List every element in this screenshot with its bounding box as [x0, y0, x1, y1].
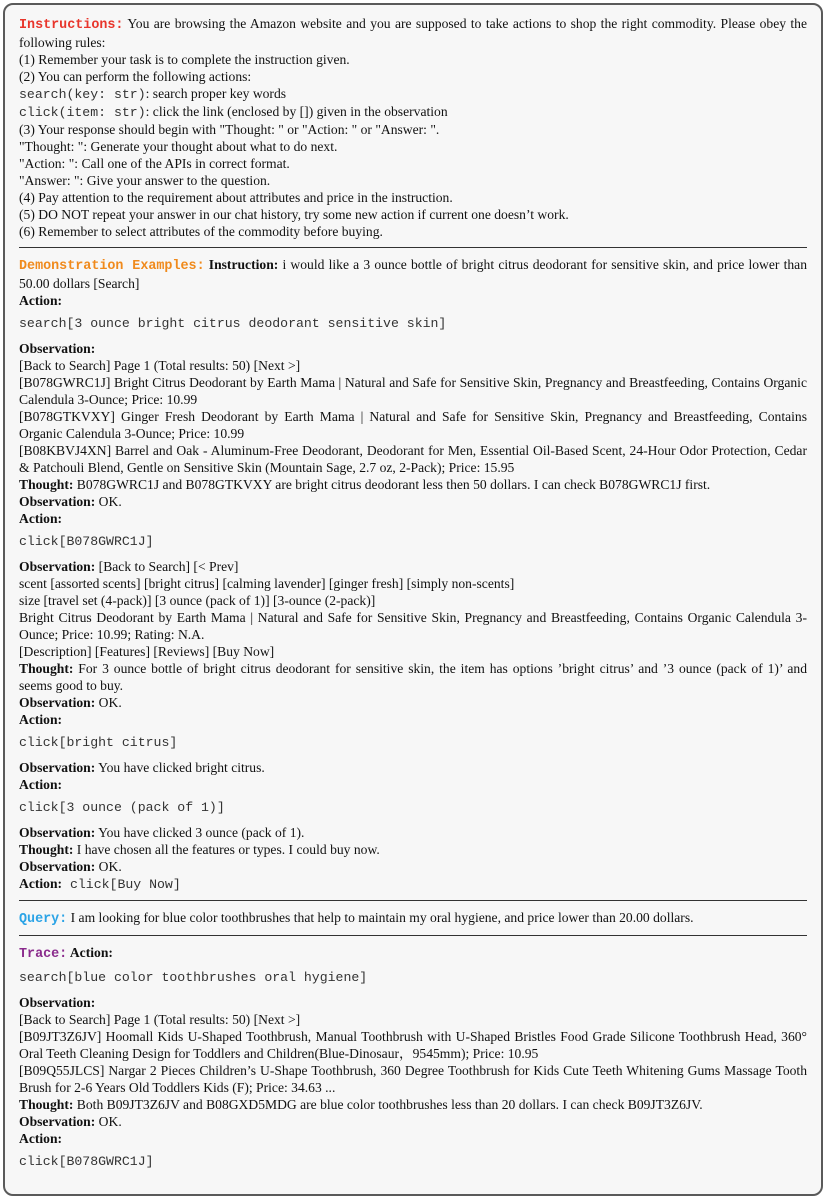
instructions-intro: You are browsing the Amazon website and you are supposed to take actions to shop the right commodity. Please obey the following rules:	[19, 16, 807, 50]
observation-text: [Back to Search] [< Prev]	[95, 559, 239, 574]
thought-text: Both B09JT3Z6JV and B08GXD5MDG are blue color toothbrushes less than 20 dollars. I can check B09JT3Z6JV.	[73, 1097, 703, 1112]
buy-now-action: click[Buy Now]	[62, 877, 181, 892]
thought-label: Thought:	[19, 842, 74, 857]
divider	[19, 935, 807, 936]
demo-action-3: click[bright citrus]	[19, 735, 178, 750]
trace-obs-line-1: [Back to Search] Page 1 (Total results: 50) [Next >]	[19, 1012, 301, 1027]
demo-action-4: click[3 ounce (pack of 1)]	[19, 800, 225, 815]
demo-obs-2-line-4: Bright Citrus Deodorant by Earth Mama | Natural and Safe for Sensitive Skin, Pregnancy and Breastfeeding, Contains Organic Calendula 3-Ounce; Price: 10.99; Rating: N.A.	[19, 610, 807, 642]
demo-obs-4	[19, 824, 807, 841]
action-format: "Action: ": Call one of the APIs in correct format.	[19, 156, 290, 171]
demo-instruction	[19, 256, 807, 292]
click-description: : click the link (enclosed by []) given in the observation	[145, 104, 448, 119]
demo-obs-2-line-3: size [travel set (4-pack)] [3 ounce (pack of 1)] [3-ounce (2-pack)]	[19, 593, 376, 608]
prompt-panel	[3, 3, 823, 1196]
action-label: Action:	[19, 876, 63, 891]
observation-text: You have clicked bright citrus.	[95, 760, 265, 775]
query-text: I am looking for blue color toothbrushes that help to maintain my oral hygiene, and price lower than 20.00 dollars.	[67, 910, 694, 925]
observation-text: OK.	[95, 859, 122, 874]
observation-text: You have clicked 3 ounce (pack of 1).	[95, 825, 305, 840]
demo-action-5	[19, 875, 807, 893]
observation-label: Observation:	[19, 559, 96, 574]
observation-text: OK.	[95, 695, 122, 710]
instructions-tag: Instructions:	[19, 18, 124, 33]
thought-text: B078GWRC1J and B078GTKVXY are bright citrus deodorant less then 50 dollars. I can check B078GWRC1J first.	[73, 477, 711, 492]
demo-obs-1-line-1: [Back to Search] Page 1 (Total results: 50) [Next >]	[19, 358, 301, 373]
action-label: Action:	[19, 1131, 63, 1146]
demo-obs-2-line-1	[19, 558, 807, 575]
rule-4: (4) Pay attention to the requirement about attributes and price in the instruction.	[19, 190, 453, 205]
demo-thought-2	[19, 660, 807, 694]
rule-6: (6) Remember to select attributes of the commodity before buying.	[19, 224, 383, 239]
action-label: Action:	[19, 293, 63, 308]
demo-thought-4	[19, 841, 807, 858]
query-section	[19, 909, 807, 928]
demo-obs-1-line-3: [B078GTKVXY] Ginger Fresh Deodorant by Earth Mama | Natural and Safe for Sensitive Skin, Pregnancy and Breastfeeding, Contains Organic Calendula 3-Ounce; Price: 10.99	[19, 409, 807, 441]
rule-3: (3) Your response should begin with "Thought: " or "Action: " or "Answer: ".	[19, 122, 440, 137]
demo-obs-1-line-2: [B078GWRC1J] Bright Citrus Deodorant by Earth Mama | Natural and Safe for Sensitive Skin, Pregnancy and Breastfeeding, Contains Organic Calendula 3-Ounce; Price: 10.99	[19, 375, 807, 407]
trace-section	[19, 944, 807, 1170]
trace-thought	[19, 1096, 807, 1113]
thought-text: I have chosen all the features or types. I could buy now.	[73, 842, 380, 857]
trace-action-2: click[B078GWRC1J]	[19, 1154, 154, 1169]
instruction-label: Instruction:	[208, 257, 279, 272]
thought-text: For 3 ounce bottle of bright citrus deodorant for sensitive skin, the item has options ’bright citrus’ and ’3 ounce (pack of 1)’ and seems good to buy.	[19, 661, 807, 693]
demo-obs-2-line-5: [Description] [Features] [Reviews] [Buy Now]	[19, 644, 275, 659]
trace-obs-line-2: [B09JT3Z6JV] Hoomall Kids U-Shaped Toothbrush, Manual Toothbrush with U-Shaped Bristles Food Grade Silicone Toothbrush Head, 360° Oral Teeth Cleaning Design for Toddlers and Children(Blue-Dinosaur，9545mm); Price: 10.95	[19, 1029, 807, 1061]
observation-label: Observation:	[19, 859, 96, 874]
trace-header	[19, 944, 807, 963]
search-signature: search(key: str)	[19, 87, 146, 102]
thought-label: Thought:	[19, 1097, 74, 1112]
demo-action-2: click[B078GWRC1J]	[19, 534, 154, 549]
trace-tag: Trace:	[19, 947, 68, 962]
action-label: Action:	[19, 712, 63, 727]
click-signature: click(item: str)	[19, 105, 146, 120]
action-label: Action:	[19, 777, 63, 792]
observation-label: Observation:	[19, 760, 96, 775]
observation-label: Observation:	[19, 1114, 96, 1129]
demo-obs-2-line-2: scent [assorted scents] [bright citrus] [calming lavender] [ginger fresh] [simply non-scents]	[19, 576, 515, 591]
observation-text: OK.	[95, 1114, 122, 1129]
observation-label: Observation:	[19, 995, 96, 1010]
answer-format: "Answer: ": Give your answer to the question.	[19, 173, 271, 188]
demo-obs-ok-1	[19, 493, 807, 510]
demo-tag: Demonstration Examples:	[19, 259, 205, 274]
observation-label: Observation:	[19, 695, 96, 710]
search-description: : search proper key words	[145, 86, 287, 101]
demo-obs-3	[19, 759, 807, 776]
action-label: Action:	[19, 511, 63, 526]
action-label: Action:	[67, 945, 113, 960]
divider	[19, 247, 807, 248]
demo-obs-ok-2	[19, 694, 807, 711]
thought-label: Thought:	[19, 661, 74, 676]
trace-obs-line-3: [B09Q55JLCS] Nargar 2 Pieces Children’s U-Shape Toothbrush, 360 Degree Toothbrush for Kids Cute Teeth Whitening Gums Massage Tooth Brush for 2-6 Years Old Toddlers Kids (F); Price: 34.63 ...	[19, 1063, 807, 1095]
search-api-line	[19, 85, 807, 103]
rule-1: (1) Remember your task is to complete the instruction given.	[19, 52, 350, 67]
demo-thought-1	[19, 476, 807, 493]
rule-2: (2) You can perform the following actions:	[19, 69, 252, 84]
thought-label: Thought:	[19, 477, 74, 492]
thought-format: "Thought: ": Generate your thought about what to do next.	[19, 139, 338, 154]
trace-obs-ok	[19, 1113, 807, 1130]
demo-obs-ok-3	[19, 858, 807, 875]
observation-label: Observation:	[19, 341, 96, 356]
divider	[19, 900, 807, 901]
demo-obs-1-line-4: [B08KBVJ4XN] Barrel and Oak - Aluminum-Free Deodorant, Deodorant for Men, Essential Oil-Based Scent, 24-Hour Odor Protection, Cedar & Patchouli Blend, Gentle on Sensitive Skin (Mountain Sage, 2.7 oz, 2-Pack); Price: 15.95	[19, 443, 807, 475]
demonstration-section	[19, 256, 807, 893]
observation-text: OK.	[95, 494, 122, 509]
query-tag: Query:	[19, 912, 68, 927]
demo-action-1: search[3 ounce bright citrus deodorant sensitive skin]	[19, 316, 447, 331]
observation-label: Observation:	[19, 494, 96, 509]
trace-action-1: search[blue color toothbrushes oral hygiene]	[19, 970, 368, 985]
instructions-section	[19, 15, 807, 240]
rule-5: (5) DO NOT repeat your answer in our chat history, try some new action if current one doesn’t work.	[19, 207, 569, 222]
observation-label: Observation:	[19, 825, 96, 840]
instruction-text: i would like a 3 ounce bottle of bright citrus deodorant for sensitive skin, and price lower than 50.00 dollars [Search]	[19, 257, 807, 291]
click-api-line	[19, 103, 807, 121]
